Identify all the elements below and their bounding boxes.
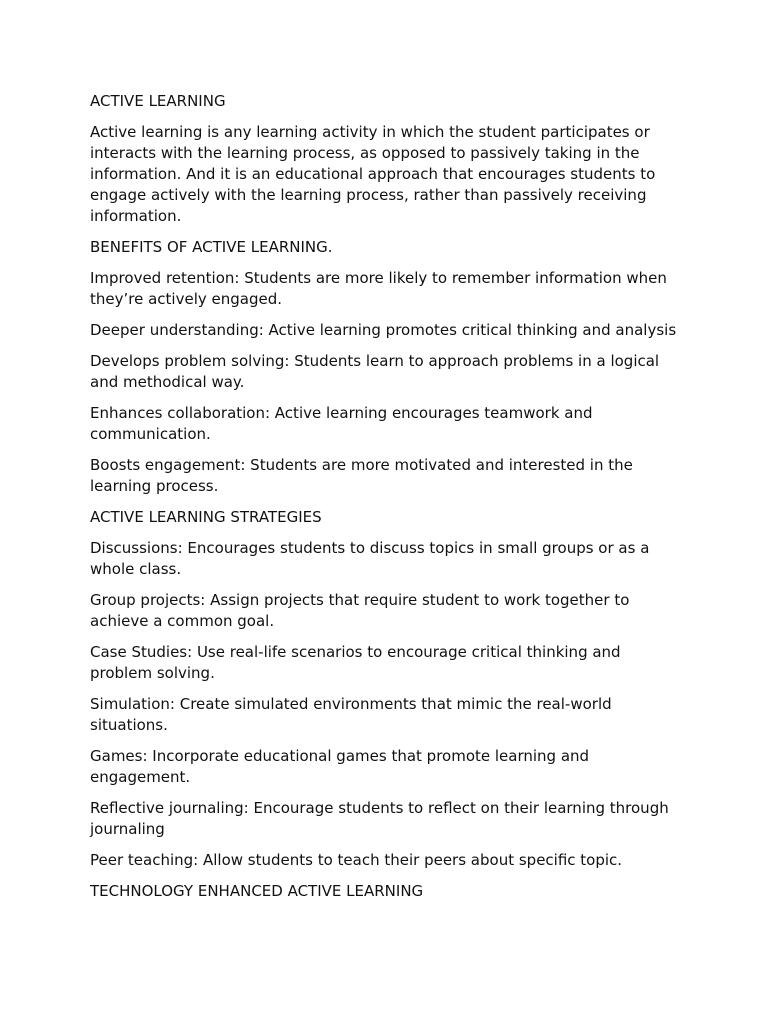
technology-heading: TECHNOLOGY ENHANCED ACTIVE LEARNING: [90, 882, 424, 900]
strategy-item: Discussions: Encourages students to discuss topics in small groups or as a whole class.: [90, 539, 650, 578]
strategies-heading: ACTIVE LEARNING STRATEGIES: [90, 508, 322, 526]
strategy-item: Reflective journaling: Encourage students to reflect on their learning through journaling: [90, 799, 669, 838]
document-title: ACTIVE LEARNING: [90, 92, 226, 110]
benefit-item: Deeper understanding: Active learning promotes critical thinking and analysis: [90, 321, 677, 339]
benefit-item: Enhances collaboration: Active learning encourages teamwork and communication.: [90, 404, 593, 443]
strategy-item: Simulation: Create simulated environments that mimic the real-world situations.: [90, 695, 612, 734]
intro-paragraph: Active learning is any learning activity in which the student participates or interacts with the learning process, as opposed to passively taking in the information. And it is an educational approach that encourages students to engage actively with the learning process, rather than passively receiving information.: [90, 123, 656, 225]
strategy-item: Case Studies: Use real-life scenarios to encourage critical thinking and problem solving.: [90, 643, 621, 682]
strategy-item: Games: Incorporate educational games that promote learning and engagement.: [90, 747, 590, 786]
document-page: [90, 91, 680, 912]
benefit-item: Boosts engagement: Students are more motivated and interested in the learning process.: [90, 456, 633, 495]
strategy-item: Group projects: Assign projects that require student to work together to achieve a common goal.: [90, 591, 630, 630]
benefit-item: Improved retention: Students are more likely to remember information when they’re actively engaged.: [90, 269, 667, 308]
benefit-item: Develops problem solving: Students learn to approach problems in a logical and methodical way.: [90, 352, 660, 391]
strategy-item: Peer teaching: Allow students to teach their peers about specific topic.: [90, 851, 623, 869]
benefits-heading: BENEFITS OF ACTIVE LEARNING.: [90, 238, 333, 256]
